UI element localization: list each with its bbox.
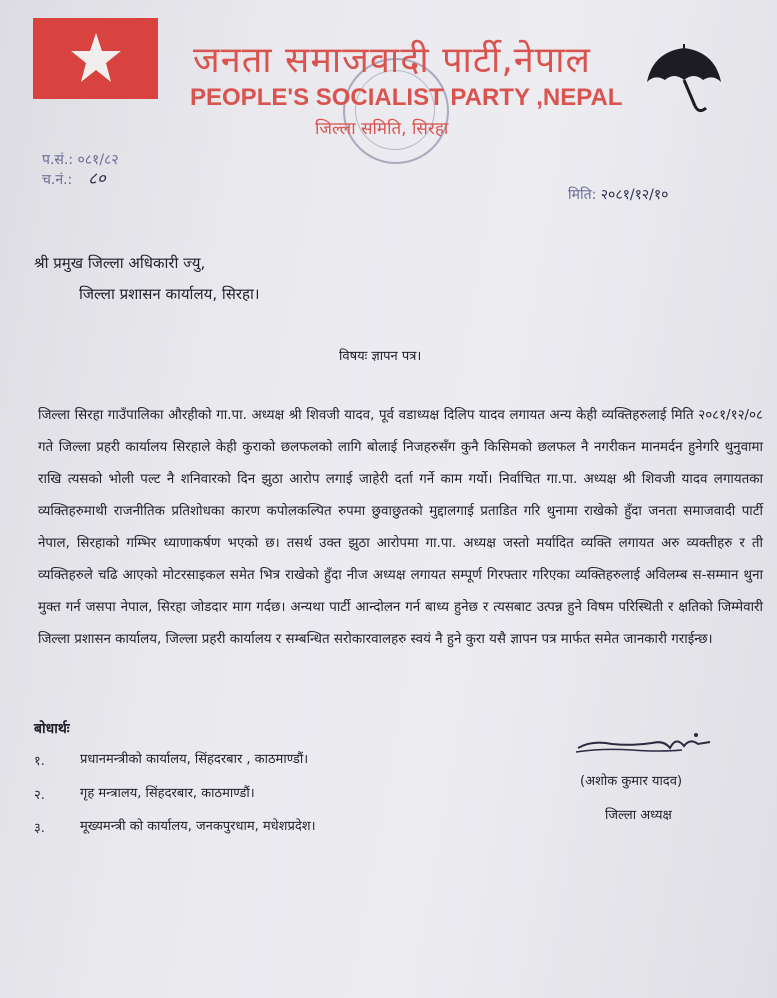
signatory-role: जिल्ला अध्यक्ष <box>605 808 672 823</box>
letter-date <box>568 185 668 204</box>
cc-item-number: ३. <box>34 821 45 836</box>
cc-item: गृह मन्त्रालय, सिंहदरबार, काठमाण्डौं। <box>80 786 255 801</box>
party-flag-logo <box>33 18 158 99</box>
reference-number: प.सं.: ०८१/८२ <box>42 152 119 168</box>
party-name-nepali: जनता समाजवादी पार्टी,नेपाल <box>193 40 591 81</box>
date-value: २०८१/१२/१० <box>600 187 669 203</box>
party-name-english: PEOPLE'S SOCIALIST PARTY ,NEPAL <box>190 84 623 111</box>
letter-subject: विषयः ज्ञापन पत्र। <box>339 349 422 364</box>
addressee-office: जिल्ला प्रशासन कार्यालय, सिरहा। <box>79 285 260 303</box>
dispatch-label: च.नं.: <box>42 172 73 188</box>
star-icon <box>69 32 123 84</box>
umbrella-icon <box>643 44 725 114</box>
cc-item-number: १. <box>34 754 45 769</box>
cc-title: बोधार्थः <box>34 721 70 737</box>
cc-item-number: २. <box>34 788 45 803</box>
cc-item: मूख्यमन्त्री को कार्यालय, जनकपुरधाम, मधेशप्रदेश। <box>80 819 316 834</box>
signatory-name: (अशोक कुमार यादव) <box>580 774 683 789</box>
addressee-salutation: श्री प्रमुख जिल्ला अधिकारी ज्यु, <box>34 254 206 272</box>
letter-body: जिल्ला सिरहा गाउँपालिका औरहीको गा.पा. अध्यक्ष श्री शिवजी यादव, पूर्व वडाध्यक्ष दिलिप यादव लगायत अन्य केही व्यक्तिहरुलाई मिति २०८१/१२/०८ गते जिल्ला प्रहरी कार्यालय सिरहाले केही कुराको छलफलको लागि बोलाई निजहरुसँग कुनै किसिमको छलफल नै नगरीकन मानमर्दन हुनेगरि थुनुवामा राखि त्यसको भोली पल्ट नै शनिवारको दिन झुठा आरोप लगाई जाहेरी दर्ता गर्ने काम गर्यो। निर्वाचित गा.पा. अध्यक्ष श्री शिवजी यादव लगायतका व्यक्तिहरुमाथी राजनीतिक प्रतिशोधका कारण कपोलकल्पित रुपमा छुवाछुतको मुद्दालगाई प्रताडित गरि थुनामा राखेको हुँदा जनता समाजवादी पार्टी नेपाल, सिरहाको गम्भिर ध्याणाकर्षण भएको छ। तसर्थ उक्त झुठा आरोपमा गा.पा. अध्यक्ष जस्तो मर्यादित व्यक्ति लगायत अरु व्यक्तीहरु र ती व्यक्तिहरुले चढि आएको मोटरसाइकल समेत भित्र राखेको हुँदा नीज अध्यक्ष लगायत सम्पूर्ण गिरफ्तार गरिएका व्यक्तिहरुलाई अविलम्ब स-सम्मान थुना मुक्त गर्न जसपा नेपाल, सिरहा जोडदार माग गर्दछ। अन्यथा पार्टी आन्दोलन गर्न बाध्य हुनेछ र त्यसबाट उत्पन्न हुने विषम परिस्थिती र क्षतिको जिम्मेवारी जिल्ला प्रशासन कार्यालय, जिल्ला प्रहरी कार्यालय र सम्बन्धित सरोकारवालहरु स्वयं नै हुने कुरा यसै ज्ञापन पत्र मार्फत समेत जानकारी गराईन्छ। <box>38 408 763 647</box>
cc-item: प्रधानमन्त्रीको कार्यालय, सिंहदरबार , काठमाण्डौं। <box>80 752 309 767</box>
date-label: मिति: <box>568 187 597 203</box>
committee-name: जिल्ला समिति, सिरहा <box>315 119 449 139</box>
dispatch-number: ८० <box>88 169 106 189</box>
handwritten-signature <box>572 726 722 766</box>
